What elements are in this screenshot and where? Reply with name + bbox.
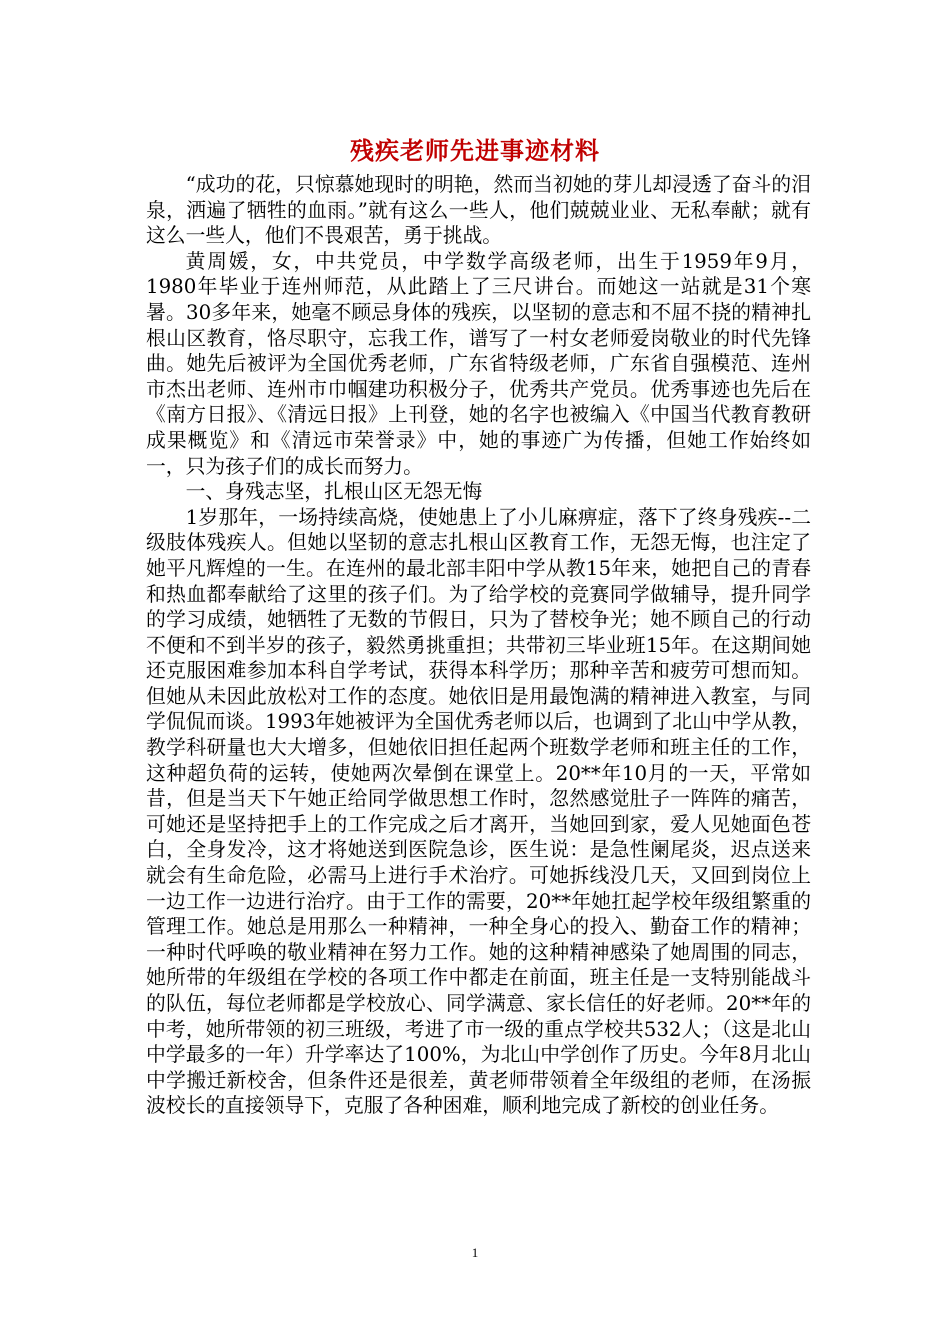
page-number: 1 xyxy=(471,1245,479,1260)
paragraph-section-1: 1岁那年，一场持续高烧，使她患上了小儿麻痹症，落下了终身残疾--二级肢体残疾人。但她以坚韧的意志扎根山区教育工作，无怨无悔，也注定了她平凡辉煌的一生。在连州的最北部丰阳中学从教15年来，她把自己的青春和热血都奉献给了这里的孩子们。为了给学校的竞赛同学做辅导，提升同学的学习成绩，她牺牲了无数的节假日，只为了替校争光；她不顾自己的行动不便和不到半岁的孩子，毅然勇挑重担；共带初三毕业班15年。在这期间她还克服困难参加本科自学考试，获得本科学历；那种辛苦和疲劳可想而知。但她从未因此放松对工作的态度。她依旧是用最饱满的精神进入教室，与同学侃侃而谈。1993年她被评为全国优秀老师以后，也调到了北山中学从教，教学科研量也大大增多，但她依旧担任起两个班数学老师和班主任的工作，这种超负荷的运转，使她两次晕倒在课堂上。20**年10月的一天，平常如昔，但是当天下午她正给同学做思想工作时，忽然感觉肚子一阵阵的痛苦，可她还是坚持把手上的工作完成之后才离开，当她回到家，爱人见她面色苍白，全身发冷，这才将她送到医院急诊，医生说：是急性阑尾炎，迟点送来就会有生命危险，必需马上进行手术治疗。可她拆线没几天，又回到岗位上一边工作一边进行治疗。由于工作的需要，20**年她扛起学校年级组繁重的管理工作。她总是用那么一种精神，一种全身心的投入、勤奋工作的精神；一种时代呼唤的敬业精神在努力工作。她的这种精神感染了她周围的同志，她所带的年级组在学校的各项工作中都走在前面，班主任是一支特别能战斗的队伍，每位老师都是学校放心、同学满意、家长信任的好老师。20**年的中考，她所带领的初三班级，考进了市一级的重点学校共532人；（这是北山中学最多的一年）升学率达了100%，为北山中学创作了历史。今年8月北山中学搬迁新校舍，但条件还是很差，黄老师带领着全年级组的老师，在汤振波校长的直接领导下，克服了各种困难，顺利地完成了新校的创业任务。 xyxy=(146,505,811,1118)
section-heading-1: 一、身残志坚，扎根山区无怨无悔 xyxy=(185,480,483,504)
paragraph-intro: “成功的花，只惊慕她现时的明艳，然而当初她的芽儿却浸透了奋斗的泪泉，洒遍了牺牲的血雨。”就有这么一些人，他们兢兢业业、无私奉献；就有这么一些人，他们不畏艰苦，勇于挑战。 xyxy=(146,173,811,248)
document-body xyxy=(146,172,811,1119)
document-title: 残疾老师先进事迹材料 xyxy=(350,136,600,165)
paragraph-biography: 黄周媛，女，中共党员，中学数学高级老师，出生于1959年9月，1980年毕业于连州师范，从此踏上了三尺讲台。而她这一站就是31个寒暑。30多年来，她毫不顾忌身体的残疾，以坚韧的意志和不屈不挠的精神扎根山区教育，恪尽职守，忘我工作，谱写了一村女老师爱岗敬业的时代先锋曲。她先后被评为全国优秀老师，广东省特级老师，广东省自强模范、连州市杰出老师、连州市巾帼建功积极分子，优秀共产党员。优秀事迹也先后在《南方日报》、《清远日报》上刊登，她的名字也被编入《中国当代教育教研成果概览》和《清远市荣誉录》中，她的事迹广为传播，但她工作始终如一，只为孩子们的成长而努力。 xyxy=(146,249,811,478)
